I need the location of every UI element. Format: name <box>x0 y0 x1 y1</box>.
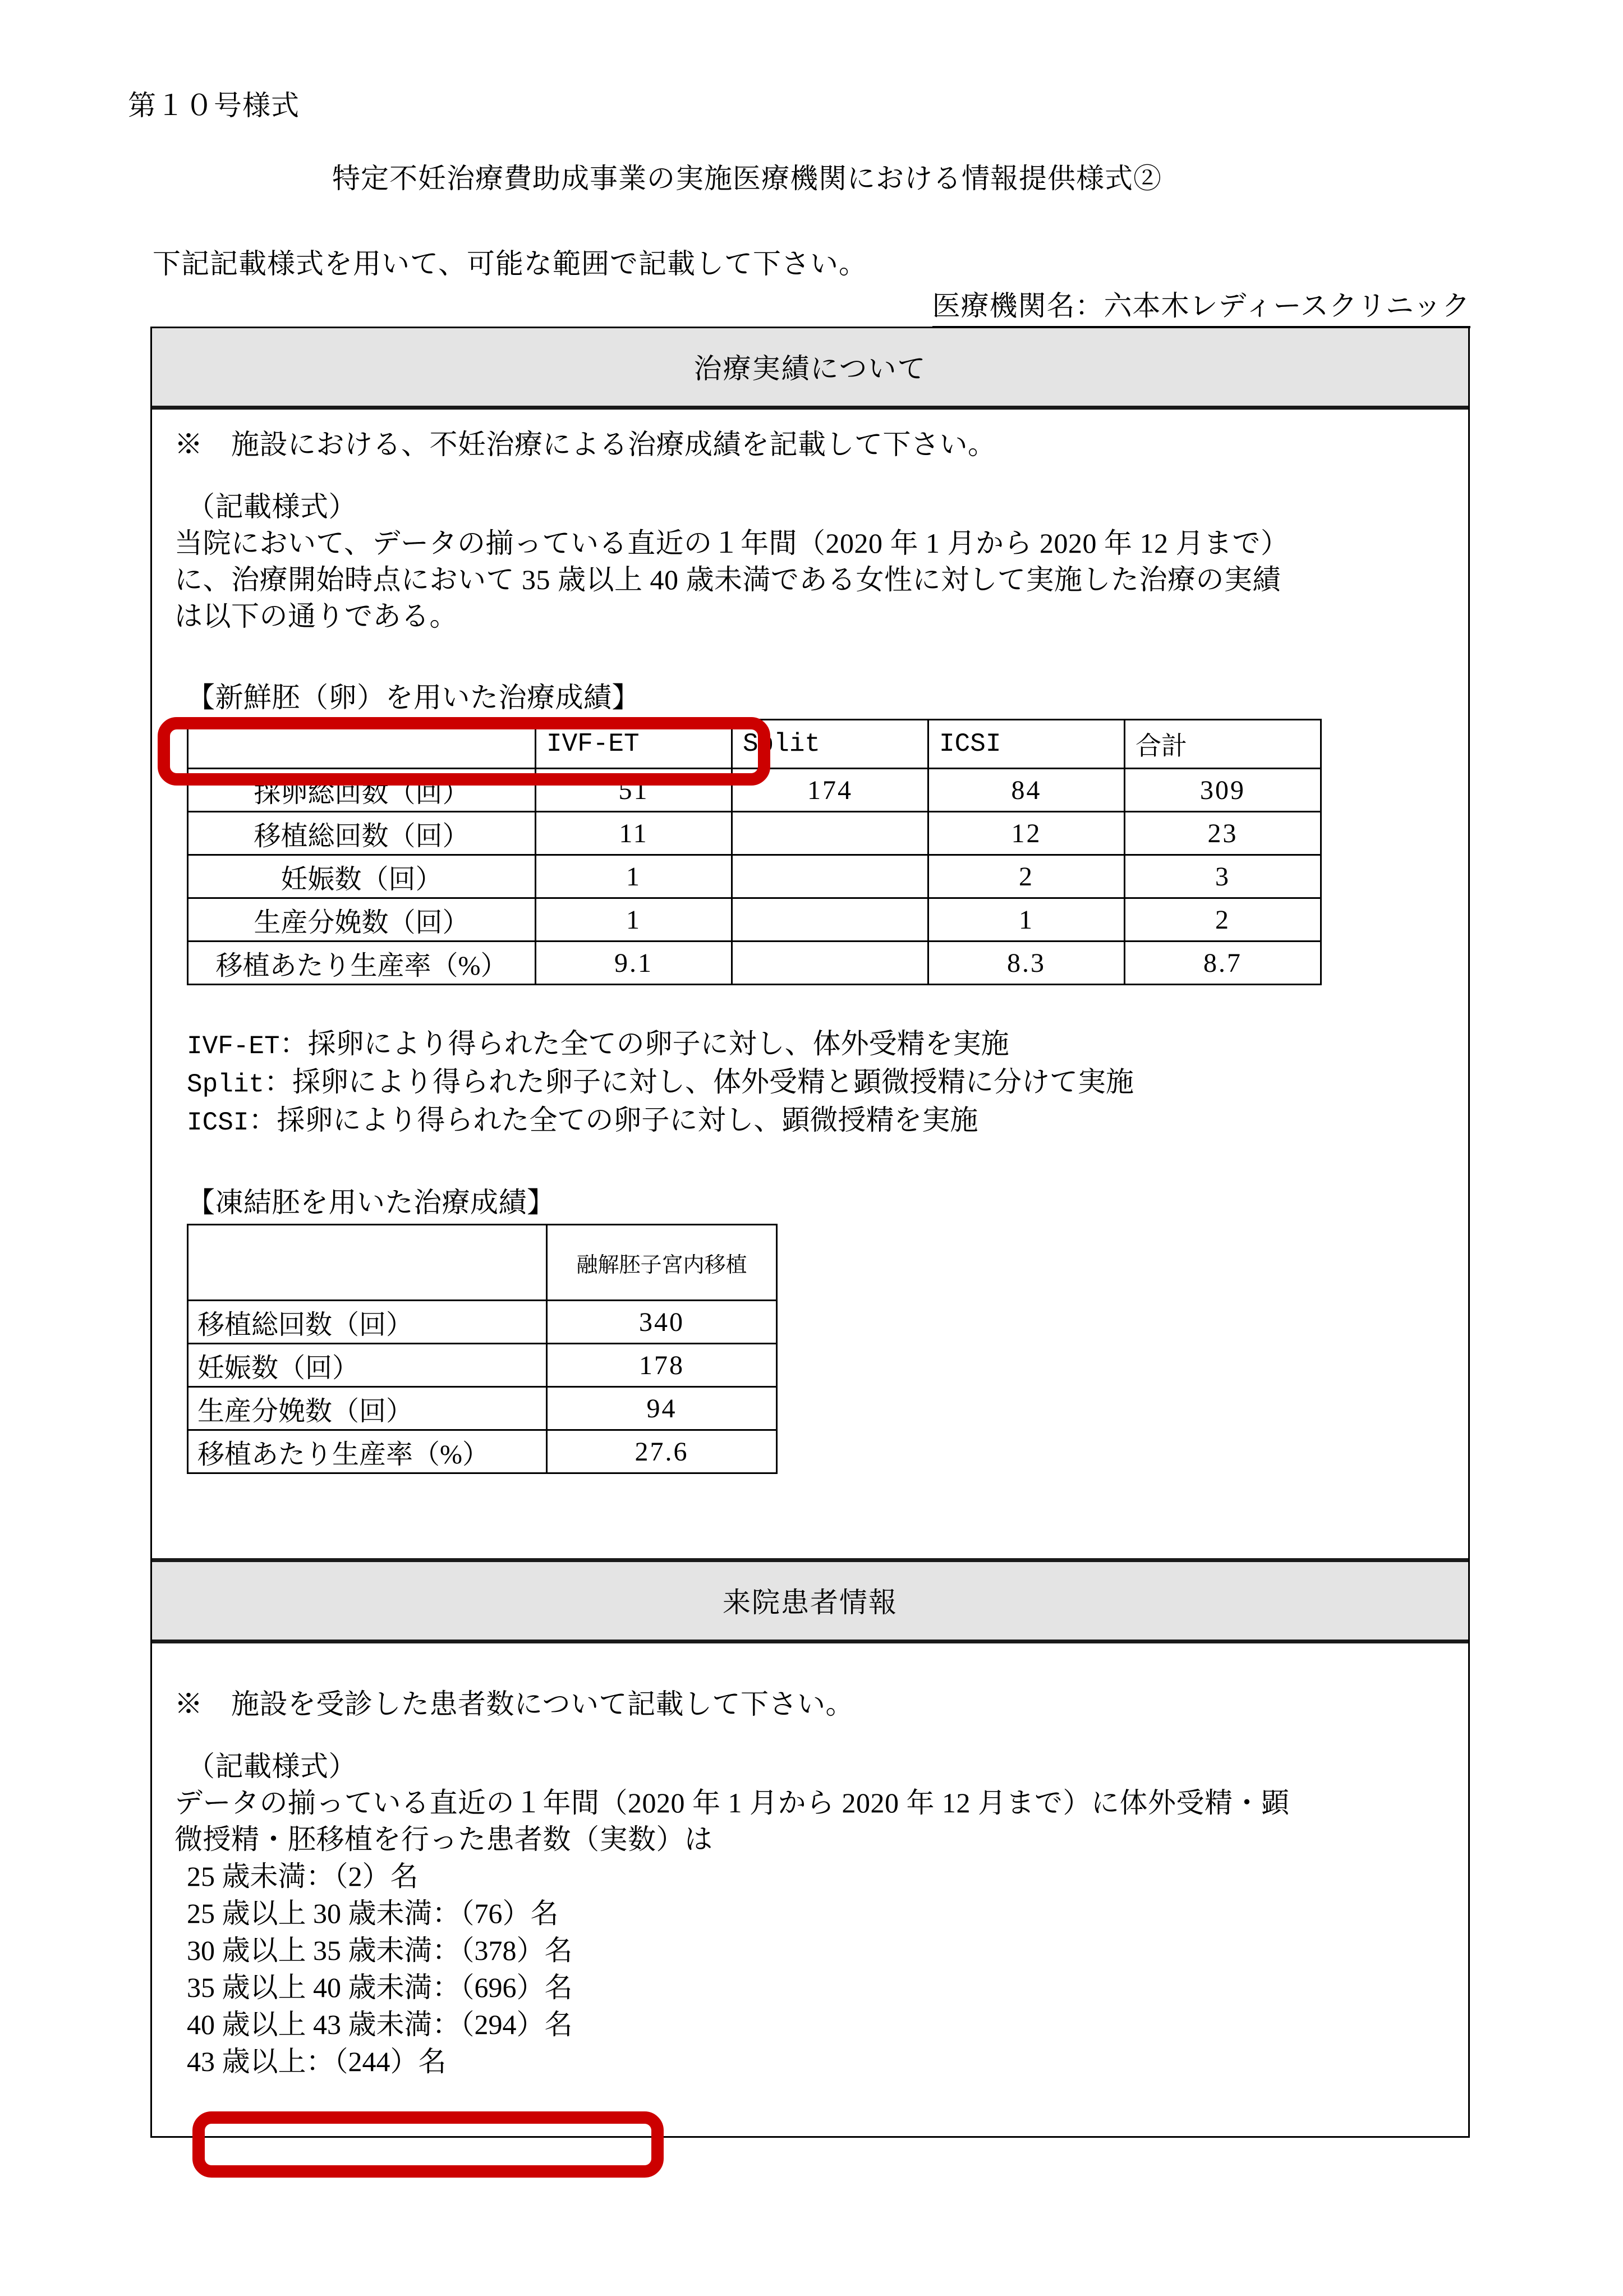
cell-value: 1 <box>928 898 1125 942</box>
cell-value: 84 <box>928 769 1125 812</box>
patient-intro-line-1: データの揃っている直近の１年間（2020 年 1 月から 2020 年 12 月まで）に体外受精・顕 <box>174 1787 1290 1819</box>
cell-value: 23 <box>1125 812 1321 855</box>
definition-ivfet <box>187 1026 1446 1064</box>
clinic-name-line: 医療機関名：六本木レディースクリニック <box>932 283 1471 328</box>
frozen-embryo-caption: 【凍結胚を用いた治療成績】 <box>187 1187 555 1219</box>
age-count: 76 <box>474 1898 503 1930</box>
age-count: 696 <box>474 1972 517 2004</box>
treatment-intro-line-2: に、治療開始時点において 35 歳以上 40 歳未満である女性に対して実施した治療の実績 <box>174 564 1281 595</box>
age-row-43-and-over <box>187 2043 1446 2080</box>
definition-term: IVF-ET <box>187 1032 280 1061</box>
treatment-intro-line-1: 当院において、データの揃っている直近の１年間（2020 年 1 月から 2020 年 12 月まで） <box>174 527 1289 559</box>
age-label: 40 歳以上 43 歳未満：（ <box>187 2009 475 2041</box>
treatment-intro-line-3: は以下の通りである。 <box>174 600 458 632</box>
fresh-col-split: Split <box>732 720 928 769</box>
fresh-embryo-caption: 【新鮮胚（卵）を用いた治療成績】 <box>187 682 640 713</box>
cell-value: 12 <box>928 812 1125 855</box>
table-row <box>188 1387 777 1430</box>
fresh-embryo-table <box>187 719 1322 985</box>
definition-text: ：採卵により得られた全ての卵子に対し、顕微授精を実施 <box>249 1104 978 1136</box>
age-count: 244 <box>348 2046 390 2078</box>
age-breakdown-list <box>187 1858 1446 2080</box>
age-suffix: ）名 <box>516 2009 573 2041</box>
age-suffix: ）名 <box>516 1972 573 2004</box>
fresh-col-blank <box>188 720 536 769</box>
row-label: 採卵総回数（回） <box>188 769 536 812</box>
cell-value <box>732 942 928 985</box>
age-count: 294 <box>474 2009 517 2041</box>
definition-split <box>187 1064 1446 1102</box>
cell-value: 94 <box>547 1387 777 1430</box>
fresh-col-ivfet: IVF-ET <box>536 720 732 769</box>
patient-intro-line-2: 微授精・胚移植を行った患者数（実数）は <box>174 1824 713 1856</box>
age-count: 2 <box>348 1861 362 1893</box>
section-header-treatment-results: 治療実績について <box>152 328 1468 410</box>
row-label: 生産分娩数（回） <box>188 1387 547 1430</box>
frozen-col-thawed-transfer: 融解胚子宮内移植 <box>547 1225 777 1301</box>
row-label-highlighted: 移植あたり生産率（%） <box>188 1430 547 1473</box>
age-row-30-to-35 <box>187 1932 1446 1969</box>
table-row <box>188 942 1321 985</box>
age-label: 25 歳以上 30 歳未満：（ <box>187 1898 475 1930</box>
section-header-patient-info: 来院患者情報 <box>152 1558 1468 1643</box>
row-label: 生産分娩数（回） <box>188 898 536 942</box>
cell-value: 8.7 <box>1125 942 1321 985</box>
age-suffix: ）名 <box>362 1861 419 1893</box>
age-label: 35 歳以上 40 歳未満：（ <box>187 1972 475 2004</box>
section-body-patient-info <box>152 1643 1468 2136</box>
frozen-embryo-table <box>187 1224 778 1474</box>
cell-value <box>732 812 928 855</box>
patient-note: ※ 施設を受診した患者数について記載して下さい。 <box>174 1688 854 1720</box>
cell-value: 174 <box>732 769 928 812</box>
table-row <box>188 1344 777 1387</box>
cell-value: 2 <box>928 855 1125 898</box>
age-suffix: ）名 <box>516 1935 573 1967</box>
cell-value: 8.3 <box>928 942 1125 985</box>
cell-value: 3 <box>1125 855 1321 898</box>
definition-text: ：採卵により得られた全ての卵子に対し、体外受精を実施 <box>279 1028 1009 1059</box>
fresh-col-total: 合計 <box>1125 720 1321 769</box>
method-definitions <box>187 1026 1446 1140</box>
section-body-treatment-results <box>152 410 1468 1558</box>
age-label: 43 歳以上：（ <box>187 2046 348 2078</box>
age-row-under-25 <box>187 1858 1446 1895</box>
cell-value-highlighted: 27.6 <box>547 1430 777 1473</box>
row-label: 妊娠数（回） <box>188 855 536 898</box>
cell-value: 9.1 <box>536 942 732 985</box>
definition-icsi <box>187 1102 1446 1140</box>
frozen-col-blank <box>188 1225 547 1301</box>
definition-text: ：採卵により得られた卵子に対し、体外受精と顕微授精に分けて実施 <box>264 1066 1134 1098</box>
document-title: 特定不妊治療費助成事業の実施医療機関における情報提供様式② <box>332 163 1162 194</box>
table-row <box>188 855 1321 898</box>
table-header-row <box>188 1225 777 1301</box>
row-label: 妊娠数（回） <box>188 1344 547 1387</box>
cell-value: 51 <box>536 769 732 812</box>
cell-value: 340 <box>547 1301 777 1344</box>
treatment-note: ※ 施設における、不妊治療による治療成績を記載して下さい。 <box>174 429 996 460</box>
instruction-text: 下記記載様式を用いて、可能な範囲で記載して下さい。 <box>153 248 867 279</box>
definition-term: ICSI <box>187 1108 249 1137</box>
age-suffix: ）名 <box>502 1898 559 1930</box>
form-number: 第１０号様式 <box>128 90 300 121</box>
cell-value <box>732 898 928 942</box>
age-label: 30 歳以上 35 歳未満：（ <box>187 1935 475 1967</box>
cell-value: 11 <box>536 812 732 855</box>
cell-value <box>732 855 928 898</box>
row-label: 移植総回数（回） <box>188 1301 547 1344</box>
fresh-col-icsi: ICSI <box>928 720 1125 769</box>
table-row <box>188 1430 777 1473</box>
cell-value: 309 <box>1125 769 1321 812</box>
row-label: 移植総回数（回） <box>188 812 536 855</box>
cell-value: 2 <box>1125 898 1321 942</box>
age-row-25-to-30 <box>187 1895 1446 1932</box>
treatment-format-label: （記載様式） <box>187 491 357 522</box>
table-row <box>188 898 1321 942</box>
cell-value: 1 <box>536 855 732 898</box>
table-header-row <box>188 720 1321 769</box>
content-frame <box>150 327 1470 2138</box>
age-row-40-to-43 <box>187 2006 1446 2043</box>
age-suffix: ）名 <box>390 2046 447 2078</box>
table-row <box>188 812 1321 855</box>
definition-term: Split <box>187 1069 265 1099</box>
age-count: 378 <box>474 1935 517 1967</box>
row-label: 移植あたり生産率（%） <box>188 942 536 985</box>
cell-value: 178 <box>547 1344 777 1387</box>
age-label: 25 歳未満：（ <box>187 1861 348 1893</box>
red-highlight-box-age-35-40 <box>192 2111 664 2178</box>
patient-format-label: （記載様式） <box>187 1751 357 1783</box>
cell-value: 1 <box>536 898 732 942</box>
age-row-35-to-40 <box>187 1969 1446 2006</box>
table-row <box>188 769 1321 812</box>
table-row <box>188 1301 777 1344</box>
